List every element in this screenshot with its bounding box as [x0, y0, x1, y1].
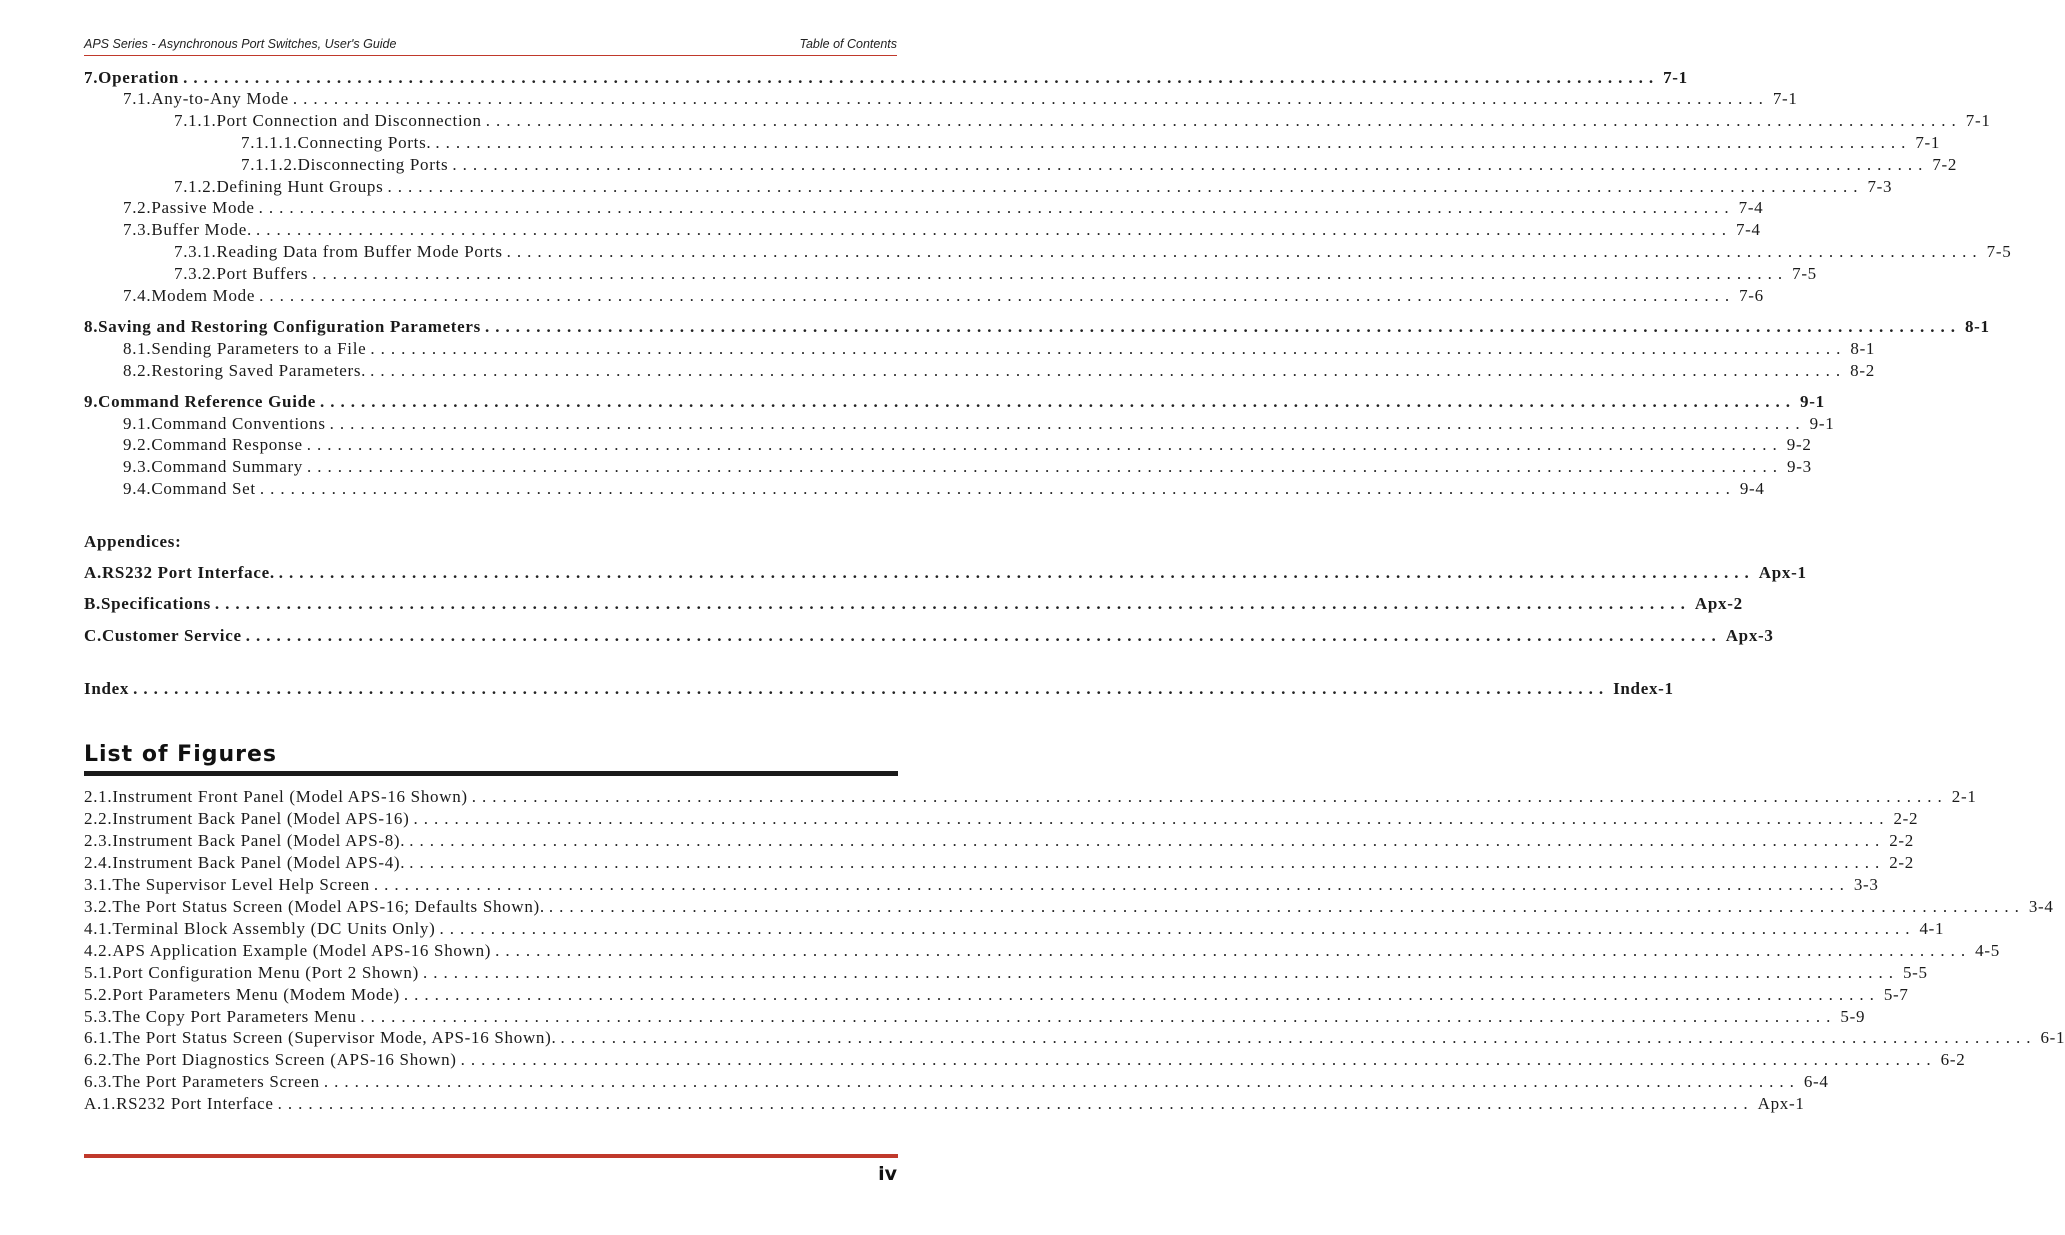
dot-leader: ................................................................................................................................................ [370, 361, 1847, 380]
dot-leader: ................................................................................................................................................ [452, 155, 1929, 174]
dot-leader: ................................................................................................................................................ [409, 853, 1886, 872]
figure-entry[interactable] [84, 896, 2054, 918]
entry-title: Instrument Back Panel (Model APS-4). [112, 853, 406, 872]
dot-leader: ................................................................................................................................................ [484, 317, 1961, 336]
entry-page: 2-2 [1889, 853, 1914, 872]
dot-leader: ................................................................................................................................................ [439, 919, 1916, 938]
entry-title: Port Parameters Menu (Modem Mode) [112, 985, 400, 1004]
entry-number: 7.1.1. [174, 111, 217, 130]
entry-number: 7.1.1.1. [241, 133, 298, 152]
figure-entry[interactable] [84, 852, 1914, 874]
dot-leader: ................................................................................................................................................ [370, 339, 1847, 358]
entry-title: Saving and Restoring Configuration Parameters [98, 317, 481, 336]
entry-title: Instrument Back Panel (Model APS-8). [112, 831, 406, 850]
entry-title: Reading Data from Buffer Mode Ports [216, 242, 503, 261]
entry-page: 7-4 [1738, 198, 1764, 217]
entry-number: 6.2. [84, 1050, 113, 1069]
entry-number: 8.1. [123, 339, 152, 358]
figure-entry[interactable] [84, 874, 1879, 896]
entry-title: Command Summary [151, 457, 304, 476]
dot-leader: ................................................................................................................................................ [485, 111, 1962, 130]
figure-entry[interactable] [84, 940, 2000, 962]
figure-entry[interactable] [84, 918, 1945, 940]
entry-page: 8-1 [1850, 339, 1876, 358]
toc-entry[interactable] [123, 413, 1835, 435]
dot-leader: ................................................................................................................................................ [214, 594, 1691, 613]
dot-leader: ................................................................................................................................................ [255, 220, 1732, 239]
entry-title: Defining Hunt Groups [216, 177, 384, 196]
dot-leader: ................................................................................................................................................ [245, 626, 1722, 645]
entry-title: Any-to-Any Mode [151, 89, 289, 108]
toc-entry[interactable] [123, 478, 1765, 500]
entry-title: RS232 Port Interface [116, 1094, 274, 1113]
entry-page: 7-1 [1663, 68, 1688, 87]
entry-number: 5.2. [84, 985, 113, 1004]
dot-leader: ................................................................................................................................................ [403, 985, 1880, 1004]
figure-entry[interactable] [84, 830, 1914, 852]
entry-number: 3.1. [84, 875, 113, 894]
page-number: iv [878, 1163, 897, 1185]
dot-leader: ................................................................................................................................................ [292, 89, 1769, 108]
entry-page: 3-3 [1853, 875, 1879, 894]
entry-page: Apx-2 [1694, 594, 1743, 613]
entry-number: 2.4. [84, 853, 113, 872]
index-entry[interactable] [84, 678, 1674, 700]
entry-title: Restoring Saved Parameters. [151, 361, 367, 380]
entry-page: 2-2 [1889, 831, 1914, 850]
entry-page: 7-5 [1986, 242, 2012, 261]
entry-page: 3-4 [2028, 897, 2054, 916]
index-title: Index [84, 679, 130, 698]
toc-entry[interactable] [84, 67, 1688, 89]
entry-number: 7.1.1.2. [241, 155, 298, 174]
entry-number: 7. [84, 68, 99, 87]
appendix-entry[interactable] [84, 593, 1743, 615]
toc-entry[interactable] [84, 316, 1990, 338]
entry-number: 7.2. [123, 198, 152, 217]
entry-title: Modem Mode [151, 286, 256, 305]
entry-title: Instrument Front Panel (Model APS-16 Shown) [112, 787, 468, 806]
entry-title: Specifications [101, 594, 211, 613]
entry-title: RS232 Port Interface. [101, 563, 275, 582]
entry-number: 5.3. [84, 1007, 113, 1026]
dot-leader: ................................................................................................................................................ [259, 479, 1736, 498]
entry-number: 7.3.1. [174, 242, 217, 261]
entry-number: 7.3. [123, 220, 152, 239]
toc-entry[interactable] [241, 132, 1941, 154]
figure-entry[interactable] [84, 786, 1977, 808]
entry-number: 6.3. [84, 1072, 113, 1091]
figure-entry[interactable] [84, 984, 1909, 1006]
dot-leader: ................................................................................................................................................ [277, 1094, 1754, 1113]
entry-number: C. [84, 626, 102, 645]
entry-number: 3.2. [84, 897, 113, 916]
entry-title: Command Reference Guide [98, 392, 317, 411]
figure-entry[interactable] [84, 1093, 1805, 1115]
entry-number: 9.2. [123, 435, 152, 454]
entry-page: 7-1 [1772, 89, 1798, 108]
dot-leader: ................................................................................................................................................ [422, 963, 1899, 982]
entry-page: 5-9 [1840, 1007, 1866, 1026]
entry-number: 6.1. [84, 1028, 113, 1047]
entry-title: The Port Diagnostics Screen (APS-16 Shown) [112, 1050, 457, 1069]
toc-entry[interactable] [123, 285, 1764, 307]
entry-number: 7.1. [123, 89, 152, 108]
toc-entry[interactable] [123, 338, 1876, 360]
entry-page: 8-1 [1964, 317, 1990, 336]
toc-entry[interactable] [84, 391, 1825, 413]
dot-leader: ................................................................................................................................................ [323, 1072, 1800, 1091]
entry-title: APS Application Example (Model APS-16 Shown) [112, 941, 492, 960]
figure-entry[interactable] [84, 1049, 1966, 1071]
entry-title: Command Conventions [151, 414, 326, 433]
entry-page: 7-2 [1932, 155, 1958, 174]
entry-page: 2-2 [1893, 809, 1919, 828]
figure-entry[interactable] [84, 962, 1928, 984]
toc-entry[interactable] [241, 154, 1958, 176]
dot-leader: ................................................................................................................................................ [312, 264, 1789, 283]
toc-entry[interactable] [123, 456, 1812, 478]
entry-number: 2.2. [84, 809, 113, 828]
entry-page: 4-1 [1919, 919, 1945, 938]
entry-number: 2.1. [84, 787, 113, 806]
entry-title: Command Set [151, 479, 256, 498]
entry-number: 8. [84, 317, 99, 336]
index-page: Index-1 [1613, 679, 1674, 698]
entry-number: 7.3.2. [174, 264, 217, 283]
entry-title: The Port Parameters Screen [112, 1072, 320, 1091]
dot-leader: ................................................................................................................................................ [306, 435, 1783, 454]
entry-title: The Port Status Screen (Model APS-16; Defaults Shown). [112, 897, 545, 916]
entry-page: 5-7 [1883, 985, 1909, 1004]
entry-number: 2.3. [84, 831, 113, 850]
entry-number: 4.1. [84, 919, 113, 938]
entry-title: Customer Service [101, 626, 242, 645]
dot-leader: ................................................................................................................................................ [360, 1007, 1837, 1026]
entry-number: 7.1.2. [174, 177, 217, 196]
entry-number: B. [84, 594, 101, 613]
entry-page: 2-1 [1951, 787, 1977, 806]
entry-title: Sending Parameters to a File [151, 339, 367, 358]
dot-leader: ................................................................................................................................................ [409, 831, 1886, 850]
appendix-entry[interactable] [84, 562, 1807, 584]
entry-page: Apx-3 [1725, 626, 1774, 645]
dot-leader: ................................................................................................................................................ [133, 679, 1610, 698]
dot-leader: ................................................................................................................................................ [329, 414, 1806, 433]
toc-entry[interactable] [174, 241, 2012, 263]
entry-number: A.1. [84, 1094, 117, 1113]
dot-leader: ................................................................................................................................................ [560, 1028, 2037, 1047]
dot-leader: ................................................................................................................................................ [307, 457, 1784, 476]
list-of-figures-heading: List of Figures [84, 742, 278, 767]
entry-page: 6-4 [1803, 1072, 1829, 1091]
dot-leader: ................................................................................................................................................ [373, 875, 1850, 894]
entry-number: 9.3. [123, 457, 152, 476]
figure-entry[interactable] [84, 1006, 1866, 1028]
entry-page: 5-5 [1902, 963, 1928, 982]
entry-title: Port Buffers [216, 264, 309, 283]
dot-leader: ................................................................................................................................................ [548, 897, 2025, 916]
entry-page: 9-2 [1786, 435, 1812, 454]
entry-title: The Port Status Screen (Supervisor Mode, APS-16 Shown). [112, 1028, 557, 1047]
header-title: APS Series - Asynchronous Port Switches, User's Guide [84, 37, 397, 51]
entry-page: 7-3 [1867, 177, 1893, 196]
entry-title: The Copy Port Parameters Menu [112, 1007, 357, 1026]
dot-leader: ................................................................................................................................................ [278, 563, 1755, 582]
entry-number: 4.2. [84, 941, 113, 960]
entry-page: 6-2 [1940, 1050, 1966, 1069]
entry-page: 9-4 [1739, 479, 1765, 498]
dot-leader: ................................................................................................................................................ [320, 392, 1797, 411]
entry-page: 7-1 [1965, 111, 1991, 130]
entry-title: Operation [98, 68, 180, 87]
entry-number: 8.2. [123, 361, 152, 380]
appendices-label: Appendices: [84, 532, 182, 551]
toc-entry[interactable] [174, 263, 1817, 285]
entry-title: Port Connection and Disconnection [216, 111, 482, 130]
appendix-entry[interactable] [84, 625, 1774, 647]
dot-leader: ................................................................................................................................................ [183, 68, 1660, 87]
entry-page: 4-5 [1975, 941, 2000, 960]
dot-leader: ................................................................................................................................................ [506, 242, 1983, 261]
entry-page: 6-1 [2040, 1028, 2065, 1047]
entry-page: 7-5 [1792, 264, 1817, 283]
entry-number: 7.4. [123, 286, 152, 305]
entry-title: Disconnecting Ports [297, 155, 449, 174]
entry-number: 5.1. [84, 963, 113, 982]
dot-leader: ................................................................................................................................................ [460, 1050, 1937, 1069]
entry-page: Apx-1 [1757, 1094, 1805, 1113]
entry-number: A. [84, 563, 102, 582]
entry-title: Instrument Back Panel (Model APS-16) [112, 809, 410, 828]
dot-leader: ................................................................................................................................................ [435, 133, 1912, 152]
toc-entry[interactable] [123, 434, 1812, 456]
dot-leader: ................................................................................................................................................ [495, 941, 1972, 960]
toc-entry[interactable] [174, 176, 1893, 198]
entry-title: Connecting Ports. [297, 133, 432, 152]
toc-entry[interactable] [123, 219, 1761, 241]
entry-title: Command Response [151, 435, 303, 454]
entry-number: 9.1. [123, 414, 152, 433]
dot-leader: ................................................................................................................................................ [471, 787, 1948, 806]
entry-title: Terminal Block Assembly (DC Units Only) [112, 919, 436, 938]
toc-entry[interactable] [123, 197, 1764, 219]
heading-rule [84, 771, 898, 776]
figure-entry[interactable] [84, 1071, 1829, 1093]
entry-page: 7-6 [1739, 286, 1764, 305]
toc-entry[interactable] [123, 88, 1798, 110]
figure-entry[interactable] [84, 808, 1919, 830]
entry-title: Port Configuration Menu (Port 2 Shown) [112, 963, 419, 982]
entry-page: 9-1 [1809, 414, 1835, 433]
running-header [84, 37, 897, 56]
entry-page: 7-1 [1915, 133, 1941, 152]
entry-page: Apx-1 [1758, 563, 1807, 582]
entry-title: The Supervisor Level Help Screen [112, 875, 370, 894]
toc-entry[interactable] [123, 360, 1875, 382]
header-section: Table of Contents [799, 37, 897, 51]
dot-leader: ................................................................................................................................................ [387, 177, 1864, 196]
dot-leader: ................................................................................................................................................ [258, 198, 1735, 217]
dot-leader: ................................................................................................................................................ [259, 286, 1736, 305]
figure-entry[interactable] [84, 1027, 2065, 1049]
entry-page: 8-2 [1850, 361, 1875, 380]
entry-title: Passive Mode [151, 198, 255, 217]
toc-entry[interactable] [174, 110, 1991, 132]
entry-number: 9. [84, 392, 99, 411]
entry-page: 7-4 [1735, 220, 1761, 239]
entry-page: 9-1 [1800, 392, 1825, 411]
footer-rule [84, 1154, 898, 1158]
entry-number: 9.4. [123, 479, 152, 498]
entry-page: 9-3 [1787, 457, 1812, 476]
dot-leader: ................................................................................................................................................ [413, 809, 1890, 828]
entry-title: Buffer Mode. [151, 220, 252, 239]
